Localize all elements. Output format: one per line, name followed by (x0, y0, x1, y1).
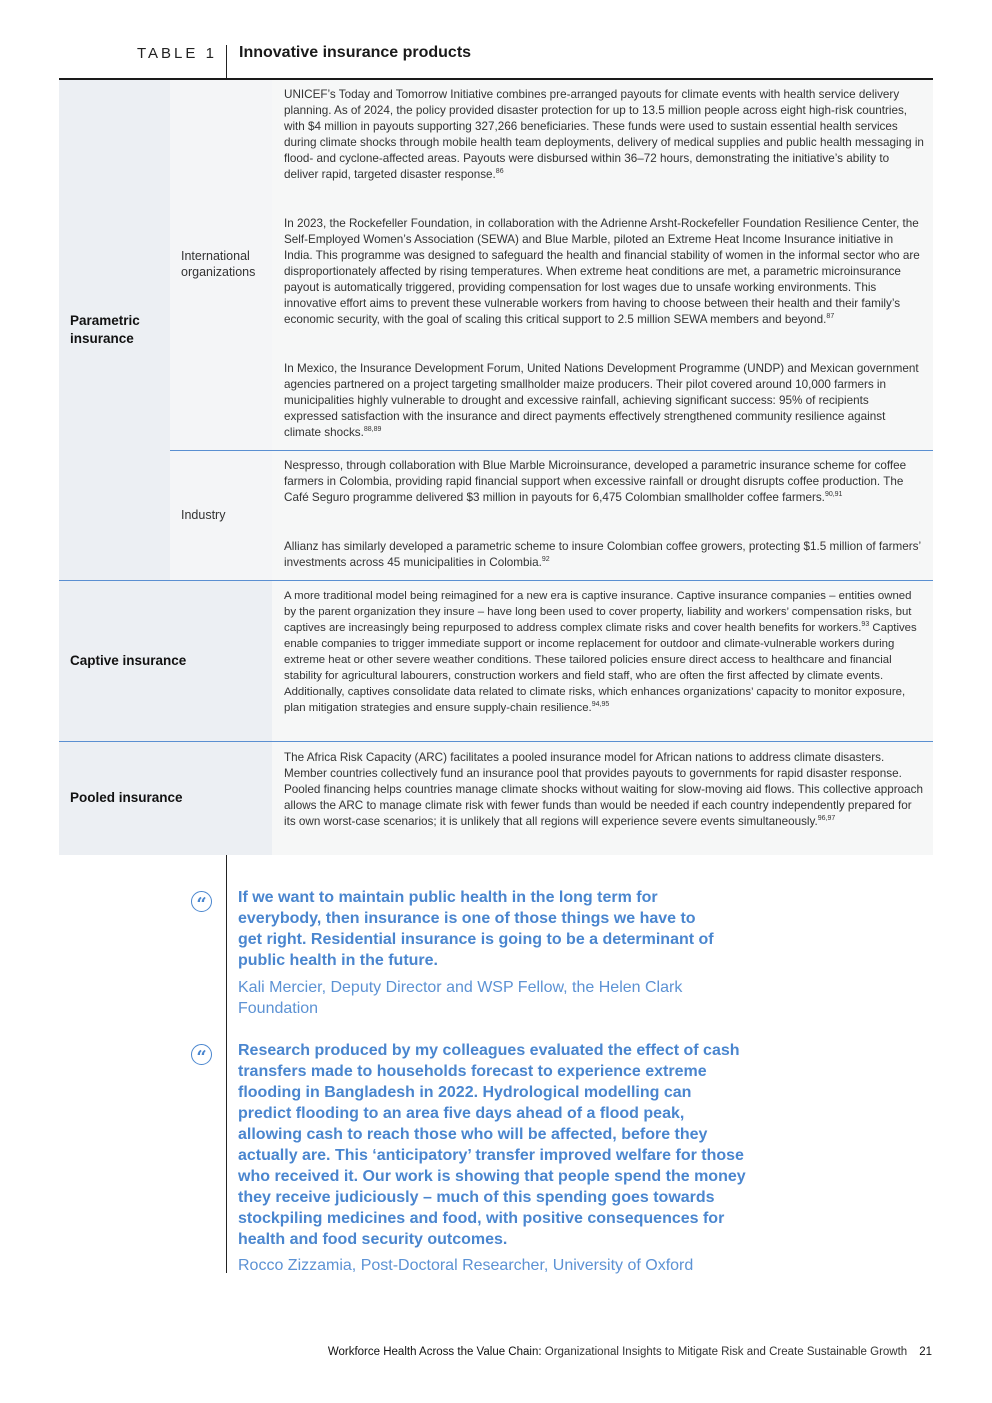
subcategory-label-industry: Industry (181, 508, 226, 522)
category-label-parametric: Parametric insurance (70, 313, 140, 346)
table-row-captive (59, 581, 272, 741)
quote-mark-icon: “ (191, 1044, 212, 1065)
paragraph-unicef: UNICEF’s Today and Tomorrow Initiative combines pre-arranged payouts for climate events with health service delivery planning. As of 2024, the policy provided disaster protection for up to 13.5 million people across eight high-risk countries, with $4 million in payouts supporting 327,266 beneficiaries. These funds were used to sustain essential health services during climate shocks through mobile health team deployments, delivery of medical supplies and public health messaging in flood- and cyclone-affected areas. Payouts were disbursed within 36–72 hours, demonstrating the initiative’s ability to deliver rapid, targeted disaster response.$^{86}$ (284, 88, 924, 181)
quote-mark-icon: “ (191, 891, 212, 912)
description-pooled (272, 742, 933, 855)
description-international-organizations (272, 80, 933, 450)
footer-report-title: Workforce Health Across the Value Chain: (327, 1346, 542, 1358)
page-footer (328, 1346, 932, 1358)
page-number: 21 (919, 1346, 932, 1358)
subcategory-label-intl: International organizations (181, 249, 256, 279)
table-row-parametric (59, 80, 170, 580)
table-title: Innovative insurance products (239, 44, 472, 61)
paragraph-mexico: In Mexico, the Insurance Development Forum, United Nations Development Programme (UNDP) and Mexican government agencies partnered on a project targeting smallholder maize producers. Their pilot covered around 10,000 farmers in municipalities highly vulnerable to drought and excessive rainfall, achieving significant success: 95% of recipients expressed satisfaction with the insurance and direct payments effectively strengthened community resilience against climate shocks.$^{88,89}$ (284, 362, 919, 439)
description-captive (272, 581, 933, 741)
subcategory-industry (170, 451, 272, 580)
paragraph-rockefeller: In 2023, the Rockefeller Foundation, in collaboration with the Adrienne Arsht-Rockefeller Foundation Resilience Center, the Self-Employed Women’s Association (SEWA) and Blue Marble, piloted an Extreme Heat Income Insurance initiative in India. This programme was designed to safeguard the health and financial stability of women in the informal sector who are disproportionately affected by rising temperatures. When extreme heat conditions are met, a parametric microinsurance payout is automatically triggered, providing compensation for lost wages due to unsafe working environments. This innovative effort aims to prevent these vulnerable workers from having to choose between their health and their family’s economic security, with the goal of scaling this critical support to 2.5 million SEWA members and beyond.$^{87}$ (284, 217, 920, 326)
paragraph-captive: A more traditional model being reimagined for a new era is captive insurance. Captive insurance companies – entities owned by the parent organization they insure – have long been used to cover property, liability and workers’ compensation risks, but captives are increasingly being repurposed to address complex climate risks and cover health benefits for workers.$^{93}$ Captives enable companies to trigger immediate support or income replacement for outdoor and climate-vulnerable workers during extreme heat or other severe weather conditions. These tailored policies ensure direct access to healthcare and financial stability for agricultural labourers, construction workers and field staff, who are often the first affected by climate events. Additionally, captives consolidate data related to climate risks, which enhances organizations’ capacity to monitor exposure, plan mitigation strategies and ensure supply-chain resilience.$^{94,95}$ (284, 590, 917, 714)
quote-text-mercier: If we want to maintain public health in the long term for everybody, then insurance is one of those things we have to get right. Residential insurance is going to be a determinant of public health in the future. (238, 889, 714, 969)
table-header-divider (226, 45, 227, 78)
category-label-captive: Captive insurance (70, 653, 187, 668)
paragraph-allianz: Allianz has similarly developed a parametric scheme to insure Colombian coffee growers, protecting $1.5 million of farmers’ investments across 45 municipalities in Colombia.$^{92}$ (284, 540, 921, 569)
subcategory-international-organizations (170, 80, 272, 450)
footer-report-subtitle: Organizational Insights to Mitigate Risk and Create Sustainable Growth (541, 1346, 908, 1358)
table-header (59, 40, 933, 80)
table-row-pooled (59, 742, 272, 855)
quote-vertical-rule (226, 855, 227, 1273)
quote-text-zizzamia: Research produced by my colleagues evaluated the effect of cash transfers made to households forecast to experience extreme flooding in Bangladesh in 2022. Hydrological modelling can predict flooding to an area five days ahead of a flood peak, allowing cash to reach those who will be affected, before they actually are. This ‘anticipatory’ transfer improved welfare for those who received it. Our work is showing that people spend the money they receive judiciously – much of this spending goes towards stockpiling medicines and food, with positive consequences for health and food security outcomes. (238, 1042, 746, 1248)
description-industry (272, 451, 933, 580)
paragraph-pooled: The Africa Risk Capacity (ARC) facilitates a pooled insurance model for African nations to address climate disasters. Member countries collectively fund an insurance pool that provides payouts to governments for rapid disaster response. Pooled financing helps countries manage climate shocks without waiting for slow-moving aid flows. This collective approach allows the ARC to manage climate risk with fewer funds than would be needed if each country independently prepared for its own worst-case scenarios; it is unlikely that all regions will experience severe events simultaneously.$^{96,97}$ (284, 751, 924, 828)
paragraph-nespresso: Nespresso, through collaboration with Blue Marble Microinsurance, developed a parametric insurance scheme for coffee farmers in Colombia, providing rapid financial support when excessive rainfall or drought disrupts coffee production. The Café Seguro programme delivered $3 million in payouts for 6,475 Colombian smallholder coffee farmers.$^{90,91}$ (284, 459, 907, 504)
category-label-pooled: Pooled insurance (70, 790, 183, 805)
quote-attribution-zizzamia: Rocco Zizzamia, Post-Doctoral Researcher, University of Oxford (238, 1257, 694, 1274)
table-number: TABLE 1 (137, 45, 217, 62)
quote-attribution-mercier: Kali Mercier, Deputy Director and WSP Fellow, the Helen Clark Foundation (238, 979, 683, 1017)
